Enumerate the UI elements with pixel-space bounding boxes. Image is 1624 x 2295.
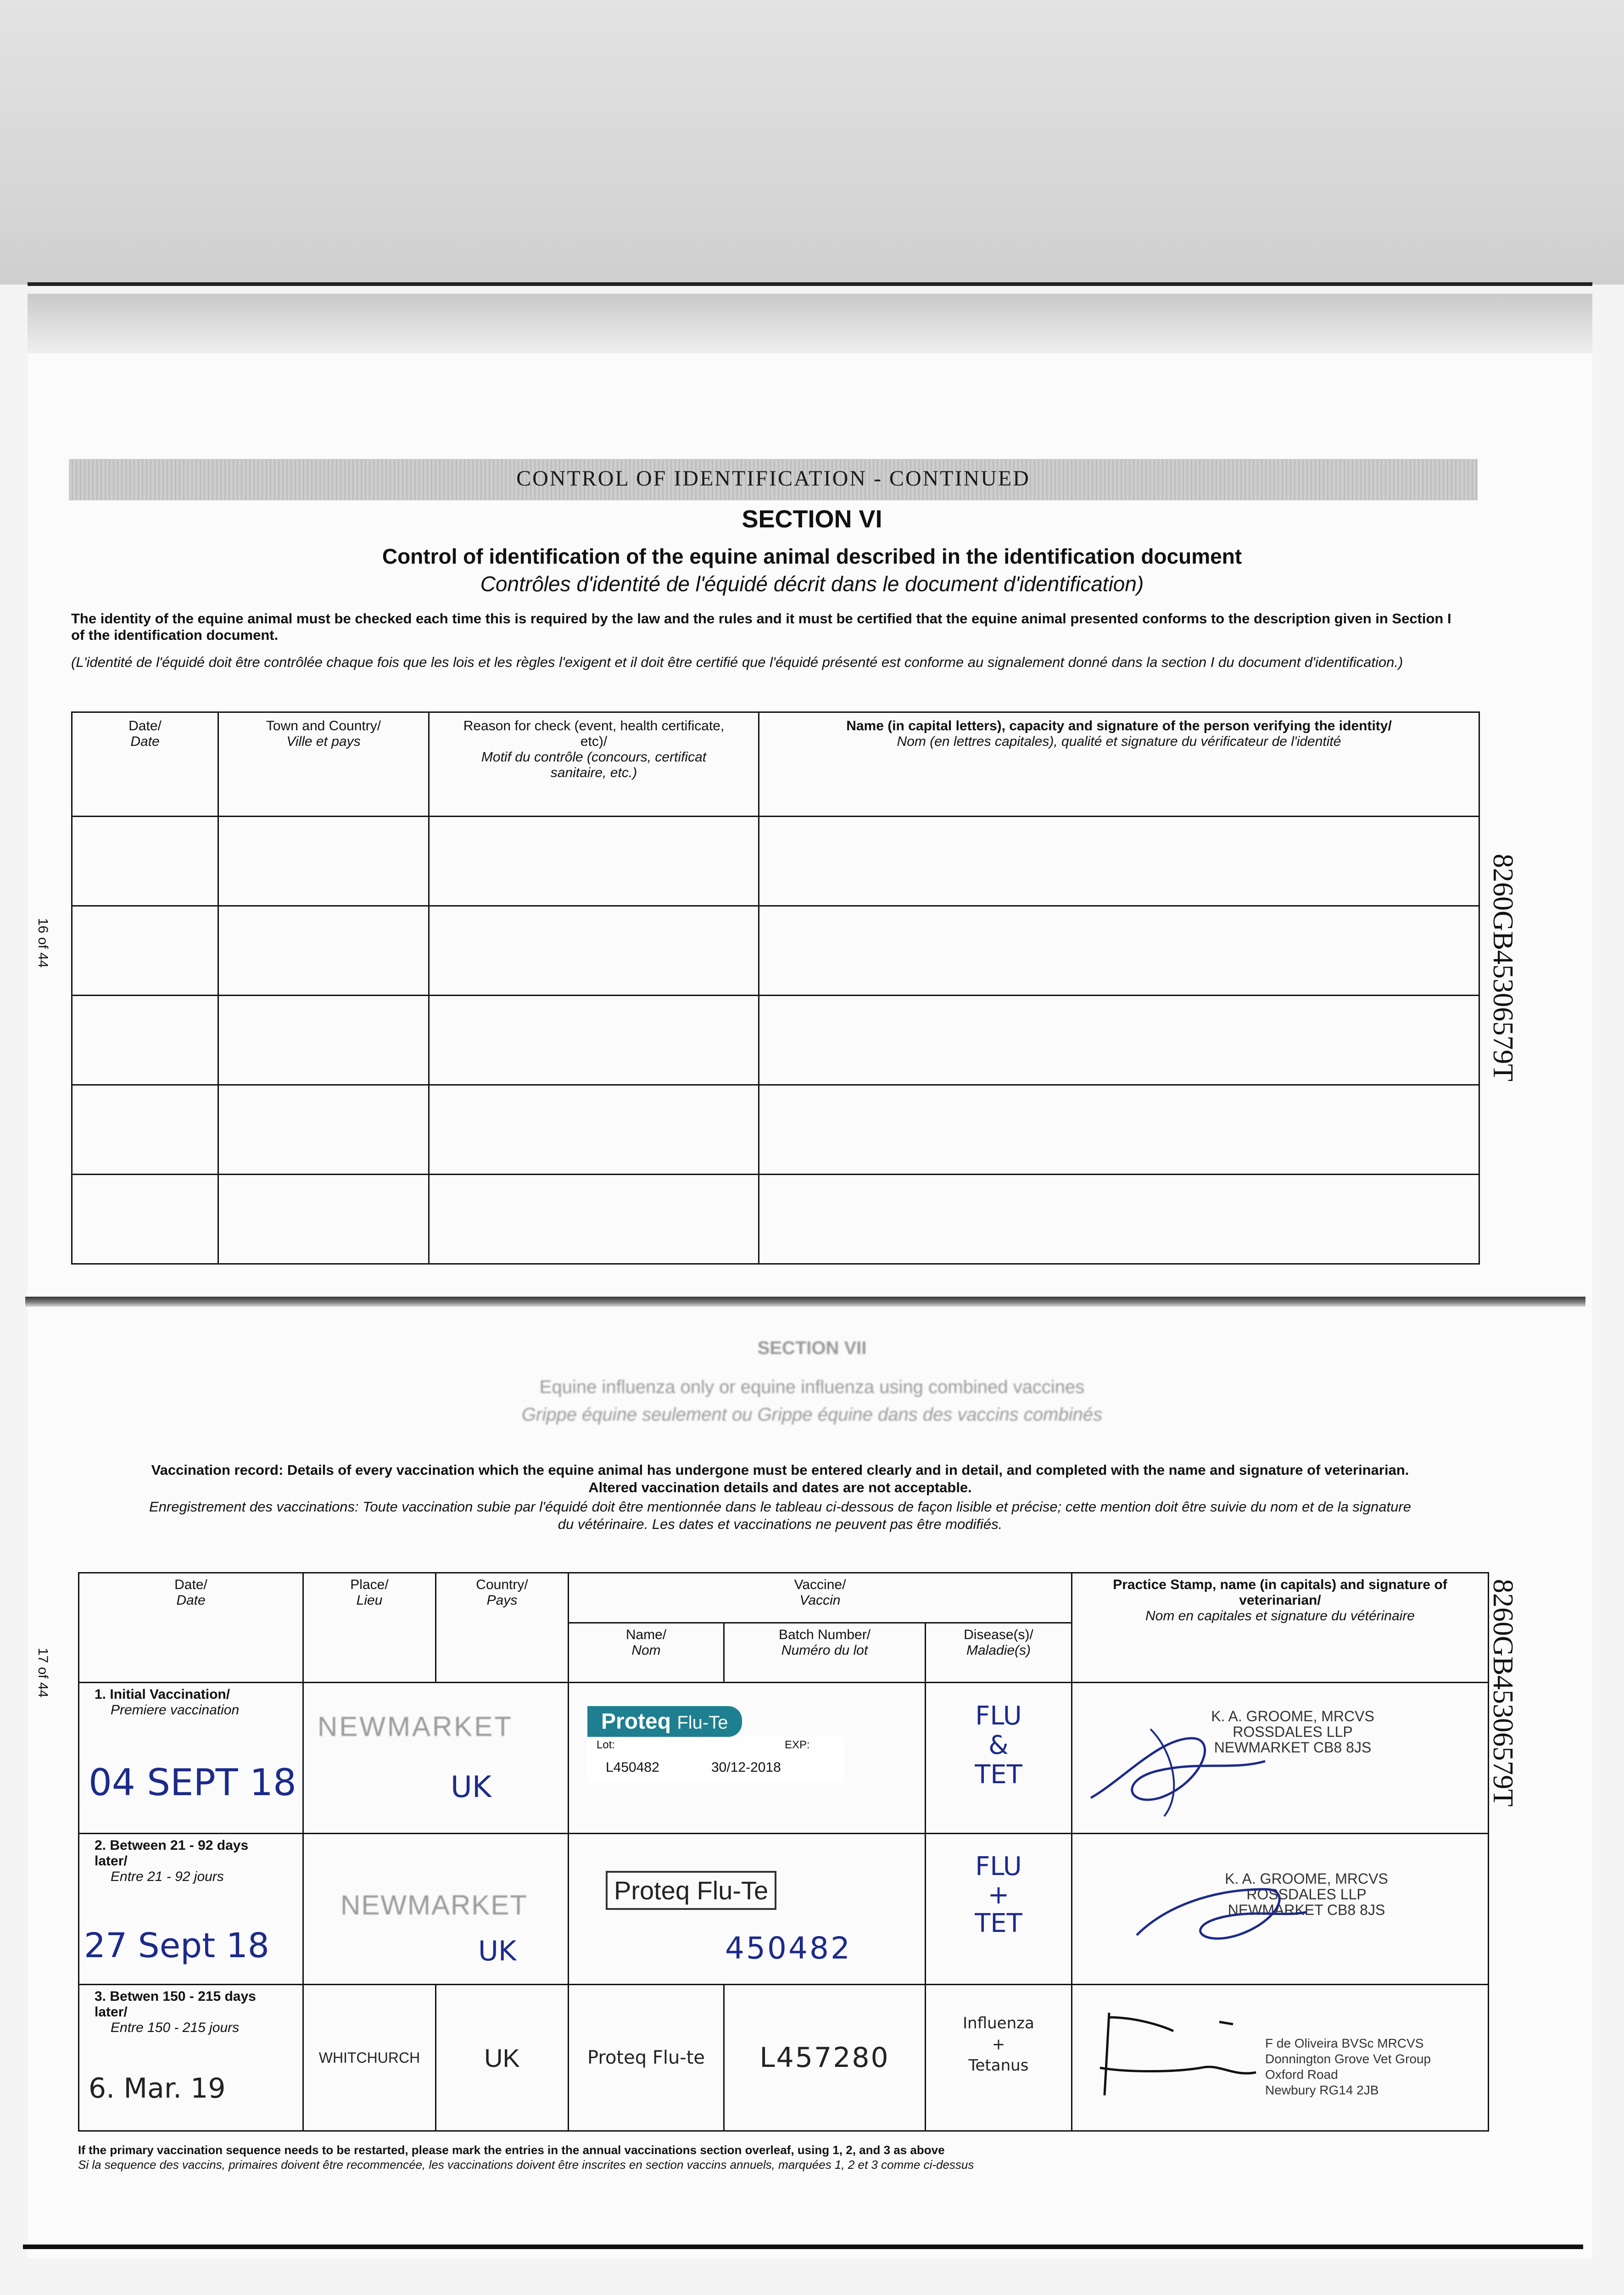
vacc-row3-stamp-line4: Newbury RG14 2JB xyxy=(1265,2083,1379,2097)
table-row xyxy=(79,1985,1489,2131)
record-fr-2: du vétérinaire. Les dates et vaccinations ne peuvent pas être modifiés. xyxy=(558,1516,1003,1532)
vacc-row3-stamp-cell xyxy=(1072,1985,1489,2131)
vacc-row1-batch: L450482 xyxy=(606,1760,659,1775)
table-row xyxy=(79,1683,1489,1834)
table-row xyxy=(72,906,1479,996)
vacc-row3-label-en: 3. Betwen 150 - 215 days later/ xyxy=(95,1989,256,2020)
vacc-row2-place-country-cell xyxy=(303,1834,569,1985)
vacc-col-disease-en: Disease(s)/ xyxy=(964,1627,1033,1642)
vacc-row2-vaccine: Proteq Flu-Te xyxy=(606,1871,776,1910)
vacc-row1-date: 04 SEPT 18 xyxy=(89,1761,296,1804)
vacc-row3-disease-2: + xyxy=(992,2035,1005,2054)
col-reason-fr: Motif du contrôle (concours, certificat sanitaire, etc.) xyxy=(481,750,707,780)
vacc-row2-batch: 450482 xyxy=(725,1931,852,1966)
vacc-row2-disease-cell xyxy=(926,1834,1072,1985)
vacc-col-place-fr: Lieu xyxy=(356,1593,383,1608)
vacc-row1-label-en: 1. Initial Vaccination/ xyxy=(95,1687,230,1702)
vacc-row2-label-fr: Entre 21 - 92 jours xyxy=(111,1869,224,1884)
vacc-row1-vaccine-cell xyxy=(569,1683,926,1834)
col-reason xyxy=(429,712,759,817)
vacc-col-date-fr: Date xyxy=(176,1593,206,1608)
vacc-col-batch-en: Batch Number/ xyxy=(778,1627,871,1642)
col-verifier xyxy=(759,712,1479,817)
vacc-header-row-1 xyxy=(79,1573,1489,1623)
vacc-row3-disease-1: Influenza xyxy=(963,2014,1034,2032)
vacc-col-vaccine-en: Vaccine/ xyxy=(794,1577,846,1592)
section-vi-title: SECTION VI xyxy=(742,505,882,533)
col-verifier-fr: Nom (en lettres capitales), qualité et signature du vérificateur de l'identité xyxy=(897,734,1341,749)
vacc-row1-date-cell xyxy=(79,1683,303,1834)
vacc-row3-stamp-line3: Oxford Road xyxy=(1265,2067,1338,2082)
scan-background-top xyxy=(0,0,1624,285)
vacc-row3-disease-cell xyxy=(926,1985,1072,2131)
vacc-row2-disease-3: TET xyxy=(975,1909,1022,1938)
vacc-row1-disease-cell xyxy=(926,1683,1072,1834)
vacc-row2-stamp-line3: NEWMARKET CB8 8JS xyxy=(1228,1902,1385,1918)
vacc-row1-place-country-cell xyxy=(303,1683,569,1834)
vacc-row2-date-cell xyxy=(79,1834,303,1985)
vacc-col-name-fr: Nom xyxy=(631,1643,661,1658)
vacc-row3-stamp-line2: Donnington Grove Vet Group xyxy=(1265,2052,1431,2066)
section-vi-heading-fr: Contrôles d'identité de l'équidé décrit dans le document d'identification) xyxy=(480,572,1144,596)
page-fold-shadow xyxy=(28,294,1592,353)
proteq-label xyxy=(587,1706,742,1737)
vacc-row3-place: WHITCHURCH xyxy=(303,1985,436,2131)
vacc-col-stamp-fr: Nom en capitales et signature du vétérinaire xyxy=(1145,1608,1415,1623)
proteq-label-name: Proteq xyxy=(601,1709,671,1734)
vacc-row1-label-fr: Premiere vaccination xyxy=(111,1702,240,1718)
section-vi-heading-en: Control of identification of the equine animal described in the identification document xyxy=(382,544,1242,568)
vacc-row1-disease-1: FLU xyxy=(975,1701,1022,1731)
vacc-col-place-en: Place/ xyxy=(350,1577,389,1592)
record-fr-1: Enregistrement des vaccinations: Toute vaccination subie par l'équidé doit être mentionnée dans le tableau ci-dessous de façon lisible et précise; cette mention doit être suivie du nom et de la signature xyxy=(149,1499,1411,1515)
ueln-number-top: 8260GB45306579T xyxy=(1487,854,1518,1081)
vacc-row2-disease-1: FLU xyxy=(975,1852,1022,1881)
vacc-row1-expiry: 30/12-2018 xyxy=(711,1760,781,1775)
record-en-2: Altered vaccination details and dates are not acceptable. xyxy=(588,1479,972,1495)
vacc-row2-label-en: 2. Between 21 - 92 days later/ xyxy=(95,1838,249,1869)
proteq-label-suffix: Flu-Te xyxy=(677,1713,728,1733)
vacc-col-vaccine-fr: Vaccin xyxy=(799,1593,841,1608)
vacc-row3-vaccine: Proteq Flu-te xyxy=(569,1985,724,2131)
vacc-row2-stamp-line2: ROSSDALES LLP xyxy=(1246,1886,1367,1903)
vacc-col-batch xyxy=(724,1623,926,1683)
vacc-col-date xyxy=(79,1573,303,1683)
sticker-exp-label: EXP: xyxy=(785,1739,810,1751)
vacc-col-stamp-en: Practice Stamp, name (in capitals) and signature of veterinarian/ xyxy=(1113,1577,1447,1608)
vacc-col-place xyxy=(303,1573,436,1683)
page-top-edge xyxy=(28,282,1592,286)
vaccination-table xyxy=(78,1572,1489,2132)
vacc-row1-disease-3: TET xyxy=(975,1760,1022,1790)
vacc-col-vaccine xyxy=(569,1573,1072,1623)
banner-title: CONTROL OF IDENTIFICATION - CONTINUED xyxy=(516,466,1030,491)
vacc-col-date-en: Date/ xyxy=(174,1577,207,1592)
col-reason-en: Reason for check (event, health certificate, etc)/ xyxy=(463,718,725,749)
vacc-row3-date-cell xyxy=(79,1985,303,2131)
section-vii-title: SECTION VII xyxy=(757,1338,867,1358)
vacc-col-name-en: Name/ xyxy=(625,1627,667,1642)
table-row xyxy=(72,1175,1479,1264)
vacc-row2-vaccine-cell xyxy=(569,1834,926,1985)
vacc-row3-country: UK xyxy=(436,1985,569,2131)
footer-note-en: If the primary vaccination sequence needs to be restarted, please mark the entries in the annual vaccinations section overleaf, using 1, 2, and 3 as above xyxy=(78,2143,945,2157)
intro-en: The identity of the equine animal must be checked each time this is required by the law and the rules and it must be certified that the equine animal presented conforms to the description given in Section I of the identification document. xyxy=(71,610,1451,643)
vacc-row1-place: NEWMARKET xyxy=(318,1711,513,1742)
col-date-fr: Date xyxy=(130,734,160,749)
sticker-lot-label: Lot: xyxy=(597,1739,615,1751)
vacc-row1-stamp-cell xyxy=(1072,1683,1489,1834)
table-row xyxy=(72,817,1479,906)
sticker-body xyxy=(587,1737,844,1783)
col-town-country xyxy=(218,712,429,817)
identity-check-table xyxy=(71,711,1480,1265)
vacc-row3-signature xyxy=(1082,2004,1279,2105)
col-verifier-en: Name (in capital letters), capacity and signature of the person verifying the identity/ xyxy=(846,718,1392,733)
vacc-row3-disease-3: Tetanus xyxy=(968,2056,1029,2075)
col-date-en: Date/ xyxy=(128,718,162,733)
vacc-row3-stamp xyxy=(1265,2036,1431,2098)
vacc-row3-stamp-line1: F de Oliveira BVSc MRCVS xyxy=(1265,2036,1424,2050)
table-row xyxy=(72,1085,1479,1175)
vacc-row3-label-fr: Entre 150 - 215 jours xyxy=(111,2020,240,2035)
col-town-fr: Ville et pays xyxy=(286,734,361,749)
vacc-col-name xyxy=(569,1623,724,1683)
vacc-row3-date: 6. Mar. 19 xyxy=(89,2072,226,2105)
col-town-en: Town and Country/ xyxy=(266,718,381,733)
vacc-col-country-fr: Pays xyxy=(486,1593,518,1608)
vacc-row1-country: UK xyxy=(451,1770,491,1804)
vacc-row1-vaccine-sticker xyxy=(587,1706,844,1783)
vacc-row1-disease-2: & xyxy=(988,1730,1009,1760)
vacc-col-stamp xyxy=(1072,1573,1489,1683)
bottom-page-edge xyxy=(23,2245,1583,2249)
ueln-number-bottom: 8260GB45306579T xyxy=(1487,1579,1518,1807)
intro-fr: (L'identité de l'équidé doit être contrôlée chaque fois que les lois et les règles l'exigent et il doit être certifié que l'équidé présenté est conforme au signalement donné dans la section I du document d'identification.) xyxy=(71,654,1403,670)
vacc-row2-signature xyxy=(1127,1871,1311,1963)
vacc-col-country xyxy=(436,1573,569,1683)
vacc-row3-batch: L457280 xyxy=(724,1985,926,2131)
vacc-col-disease-fr: Maladie(s) xyxy=(966,1643,1031,1658)
table-row xyxy=(79,1834,1489,1985)
table-row xyxy=(72,996,1479,1085)
footer-note-fr: Si la sequence des vaccins, primaires doivent être recommencée, les vaccinations doivent être inscrites en section vaccins annuels, marquées 1, 2 et 3 comme ci-dessus xyxy=(78,2158,974,2172)
col-date xyxy=(72,712,218,817)
vacc-row1-stamp-line1: K. A. GROOME, MRCVS xyxy=(1211,1708,1374,1724)
vacc-col-disease xyxy=(926,1623,1072,1683)
page-number-16: 16 of 44 xyxy=(35,918,50,968)
vacc-row2-stamp-line1: K. A. GROOME, MRCVS xyxy=(1225,1870,1388,1887)
vacc-row1-signature xyxy=(1082,1711,1274,1821)
section-vii-heading-en: Equine influenza only or equine influenza using combined vaccines xyxy=(539,1377,1085,1397)
vacc-col-country-en: Country/ xyxy=(476,1577,528,1592)
record-en-1: Vaccination record: Details of every vaccination which the equine animal has undergone must be entered clearly and in detail, and completed with the name and signature of veterinarian. xyxy=(151,1462,1409,1478)
vacc-row1-stamp-line3: NEWMARKET CB8 8JS xyxy=(1214,1739,1372,1756)
page-number-17: 17 of 44 xyxy=(35,1648,50,1698)
vacc-row2-disease-2: + xyxy=(988,1880,1010,1910)
vacc-row2-place: NEWMARKET xyxy=(340,1890,528,1920)
identity-check-header-row xyxy=(72,712,1479,817)
vacc-row2-stamp-cell xyxy=(1072,1834,1489,1985)
vacc-row1-stamp-line2: ROSSDALES LLP xyxy=(1233,1724,1353,1740)
vacc-row2-date: 27 Sept 18 xyxy=(84,1926,269,1965)
section-vii-heading-fr: Grippe équine seulement ou Grippe équine dans des vaccins combinés xyxy=(521,1405,1103,1425)
vacc-row2-country: UK xyxy=(478,1935,517,1967)
second-page-edge xyxy=(25,1297,1585,1307)
vacc-col-batch-fr: Numéro du lot xyxy=(781,1643,868,1658)
